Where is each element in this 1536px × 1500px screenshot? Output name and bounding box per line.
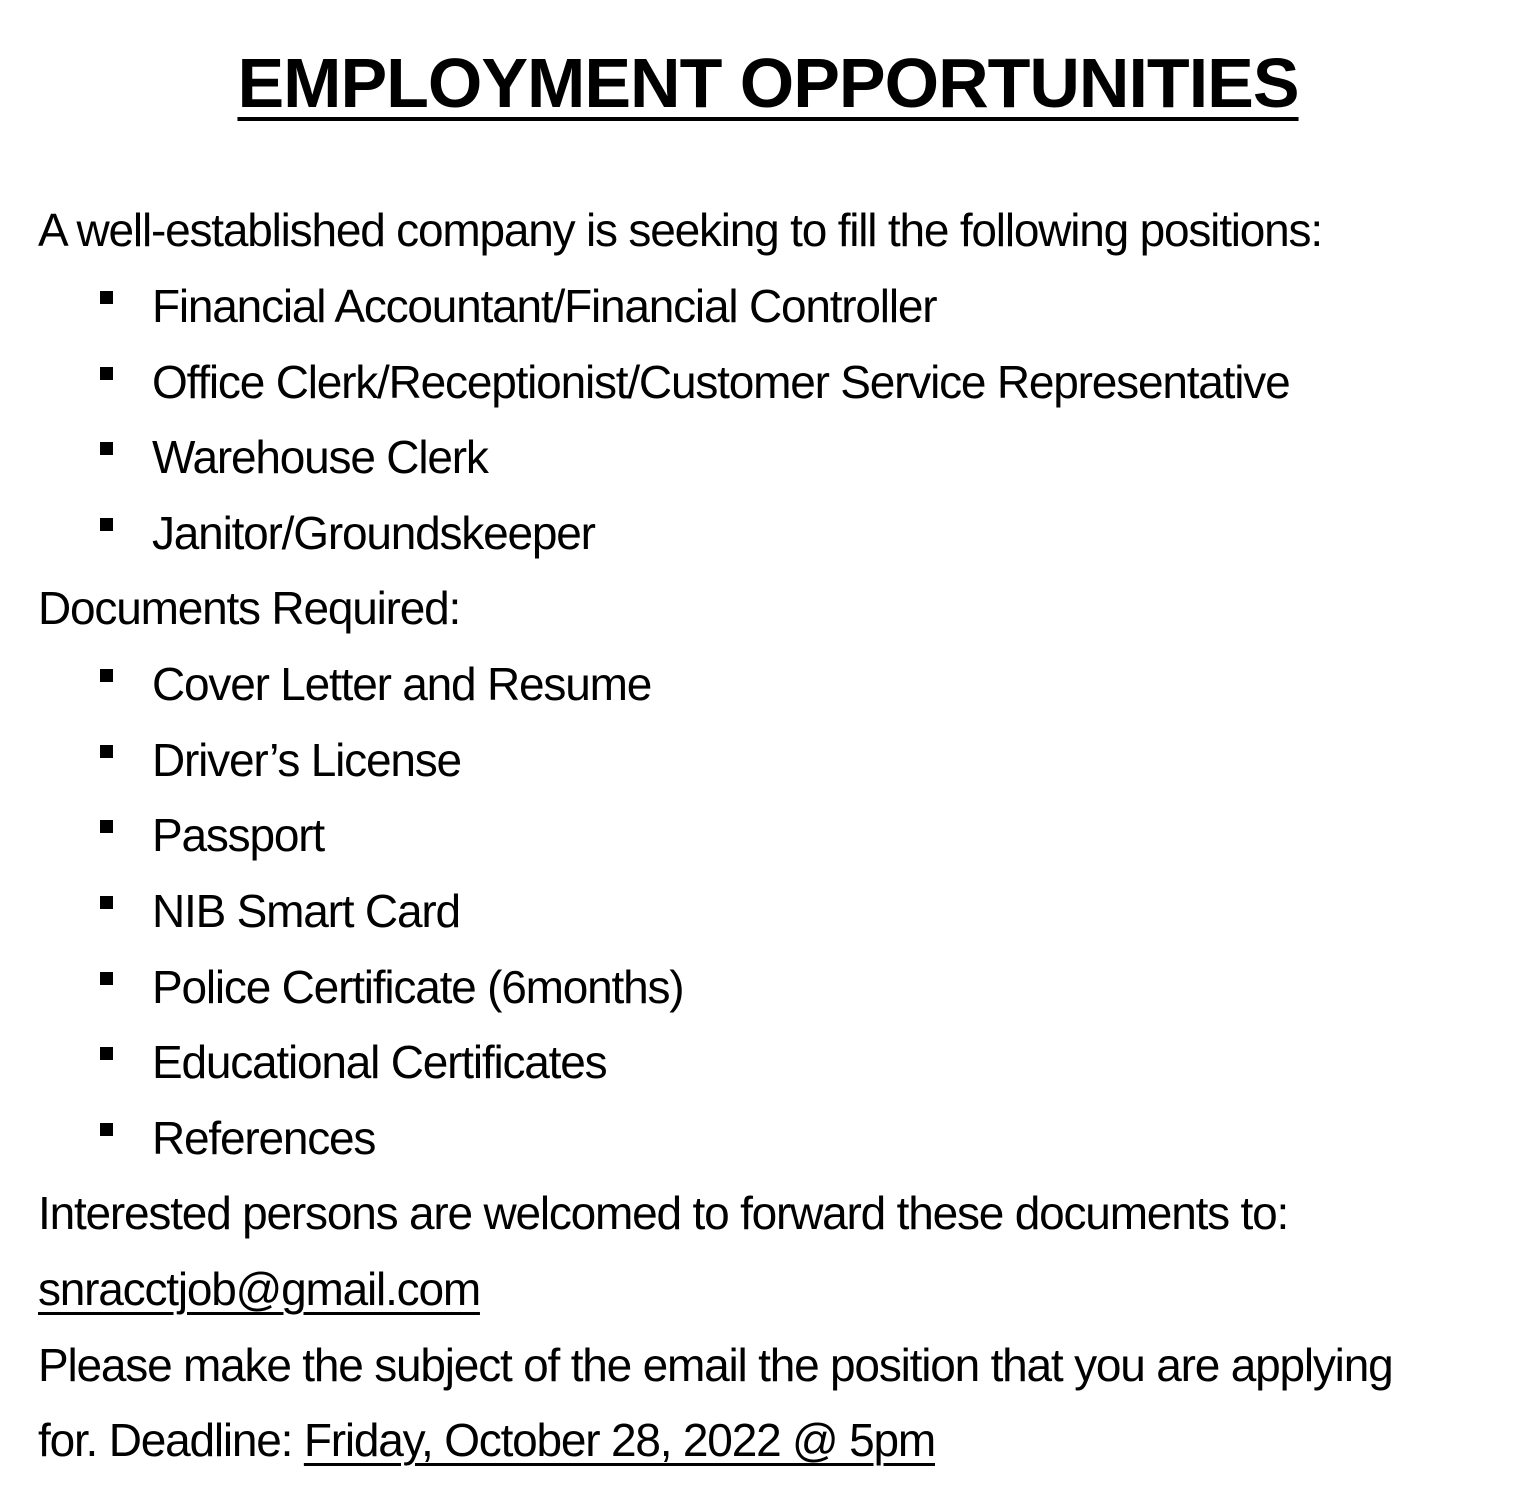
document-item: References	[152, 1112, 376, 1164]
email-link[interactable]: snracctjob@gmail.com	[38, 1263, 480, 1315]
forward-instructions: Interested persons are welcomed to forward these documents to:	[38, 1187, 1289, 1239]
intro-text: A well-established company is seeking to fill the following positions:	[38, 204, 1322, 256]
document-item: Cover Letter and Resume	[152, 658, 652, 710]
square-bullet-icon	[100, 745, 113, 758]
square-bullet-icon	[100, 367, 113, 380]
page-title	[0, 38, 1536, 128]
document-item: Educational Certificates	[152, 1036, 607, 1088]
position-item: Office Clerk/Receptionist/Customer Service Representative	[152, 356, 1290, 408]
square-bullet-icon	[100, 972, 113, 985]
subject-instructions: Please make the subject of the email the position that you are applying	[38, 1339, 1393, 1391]
page-title-text: EMPLOYMENT OPPORTUNITIES	[237, 44, 1299, 122]
position-item: Financial Accountant/Financial Controller	[152, 280, 937, 332]
square-bullet-icon	[100, 442, 113, 455]
document-item: Police Certificate (6months)	[152, 961, 684, 1013]
square-bullet-icon	[100, 518, 113, 531]
square-bullet-icon	[100, 1123, 113, 1136]
documents-heading: Documents Required:	[38, 582, 461, 634]
deadline-line	[38, 1410, 935, 1470]
square-bullet-icon	[100, 669, 113, 682]
deadline-label: for. Deadline:	[38, 1414, 304, 1466]
position-item: Janitor/Groundskeeper	[152, 507, 595, 559]
square-bullet-icon	[100, 896, 113, 909]
document-item: Passport	[152, 809, 324, 861]
square-bullet-icon	[100, 820, 113, 833]
deadline-value: Friday, October 28, 2022 @ 5pm	[303, 1414, 936, 1466]
square-bullet-icon	[100, 291, 113, 304]
document-item: NIB Smart Card	[152, 885, 460, 937]
square-bullet-icon	[100, 1047, 113, 1060]
document-item: Driver’s License	[152, 734, 461, 786]
position-item: Warehouse Clerk	[152, 431, 488, 483]
